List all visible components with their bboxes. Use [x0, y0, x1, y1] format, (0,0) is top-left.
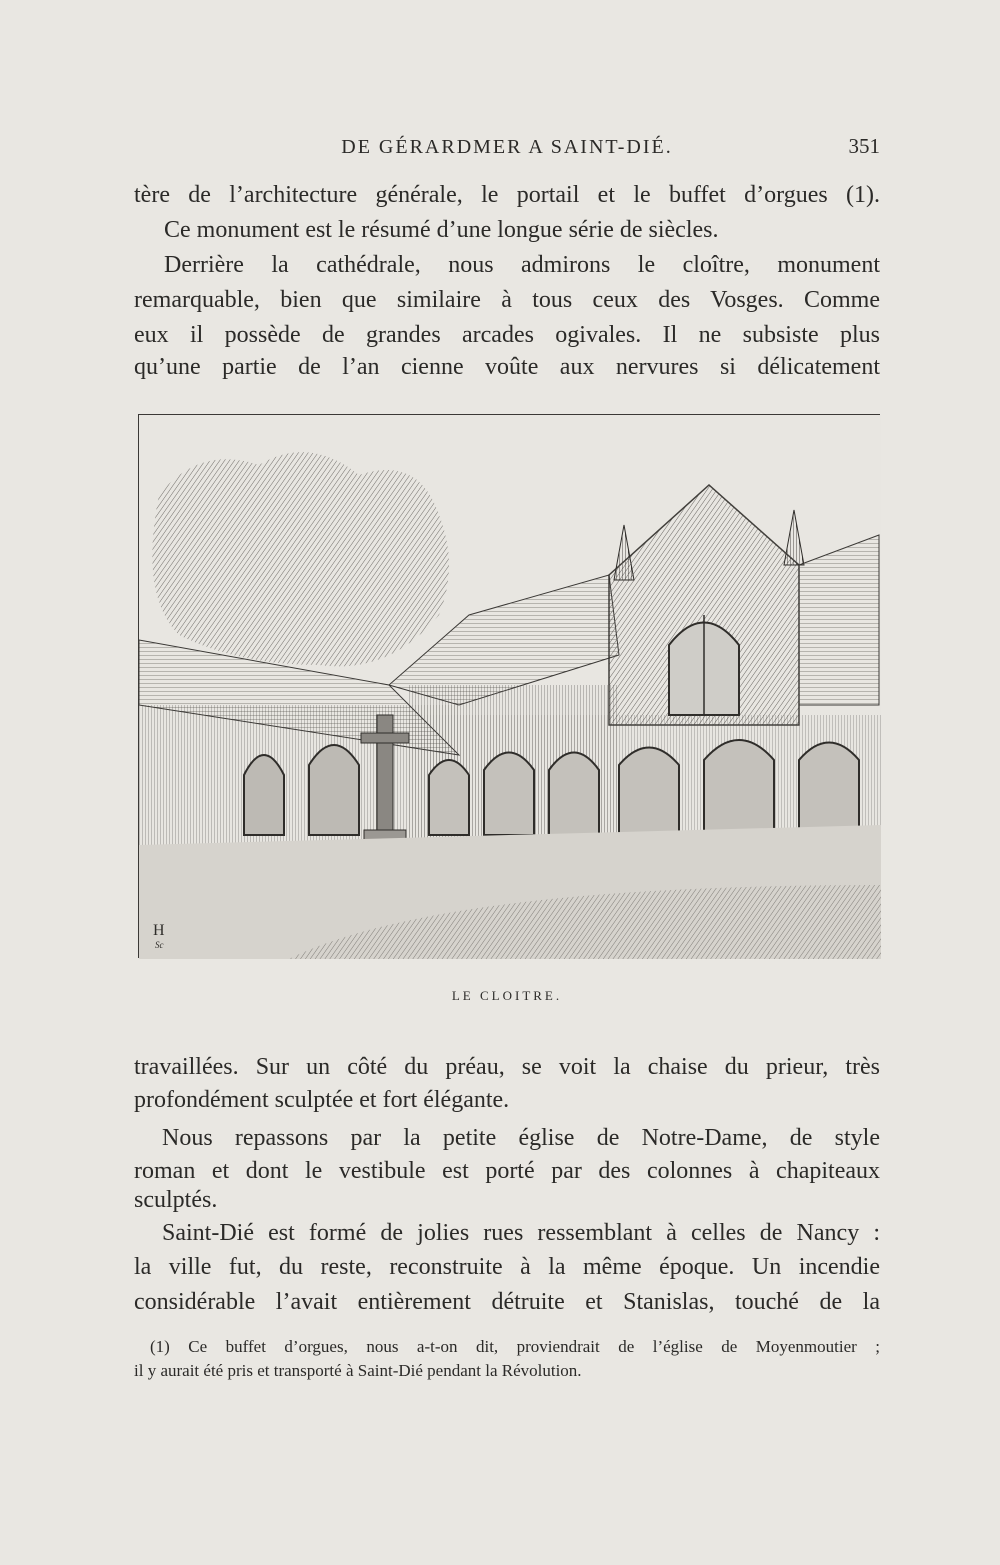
text-line: travaillées. Sur un côté du préau, se voit la chaise du prieur, très	[134, 1054, 880, 1080]
footnote-line: il y aurait été pris et transporté à Saint-Dié pendant la Révolution.	[134, 1361, 582, 1380]
text-line: eux il possède de grandes arcades ogivales. Il ne subsiste plus	[134, 322, 880, 348]
footnote-line: (1) Ce buffet d’orgues, nous a-t-on dit, proviendrait de l’église de Moyenmoutier ;	[150, 1337, 880, 1356]
text-line: considérable l’avait entièrement détruite et Stanislas, touché de la	[134, 1289, 880, 1315]
text-line: qu’une partie de l’an cienne voûte aux nervures si délicatement	[134, 354, 880, 380]
text-line: Nous repassons par la petite église de Notre-Dame, de style	[162, 1125, 880, 1151]
engraver-sc: Sc	[155, 940, 164, 950]
cloister-engraving	[138, 414, 880, 958]
text-line: sculptés.	[134, 1187, 218, 1213]
engraver-mark: H	[153, 922, 165, 939]
text-line: roman et dont le vestibule est porté par des colonnes à chapiteaux	[134, 1158, 880, 1184]
text-line: Derrière la cathédrale, nous admirons le cloître, monument	[164, 252, 880, 278]
text-line: tère de l’architecture générale, le portail et le buffet d’orgues (1).	[134, 182, 880, 208]
text-line: remarquable, bien que similaire à tous ceux des Vosges. Comme	[134, 287, 880, 313]
running-title: DE GÉRARDMER A SAINT-DIÉ.	[341, 136, 673, 158]
text-line: la ville fut, du reste, reconstruite à la même époque. Un incendie	[134, 1254, 880, 1280]
text-line: Saint-Dié est formé de jolies rues ressemblant à celles de Nancy :	[162, 1220, 880, 1246]
figure-caption: LE CLOITRE.	[451, 988, 563, 1003]
running-head	[134, 134, 880, 164]
cloister-illustration	[139, 415, 881, 959]
page-number: 351	[848, 134, 880, 158]
text-line: profondément sculptée et fort élégante.	[134, 1087, 510, 1113]
text-line: Ce monument est le résumé d’une longue série de siècles.	[164, 217, 719, 243]
